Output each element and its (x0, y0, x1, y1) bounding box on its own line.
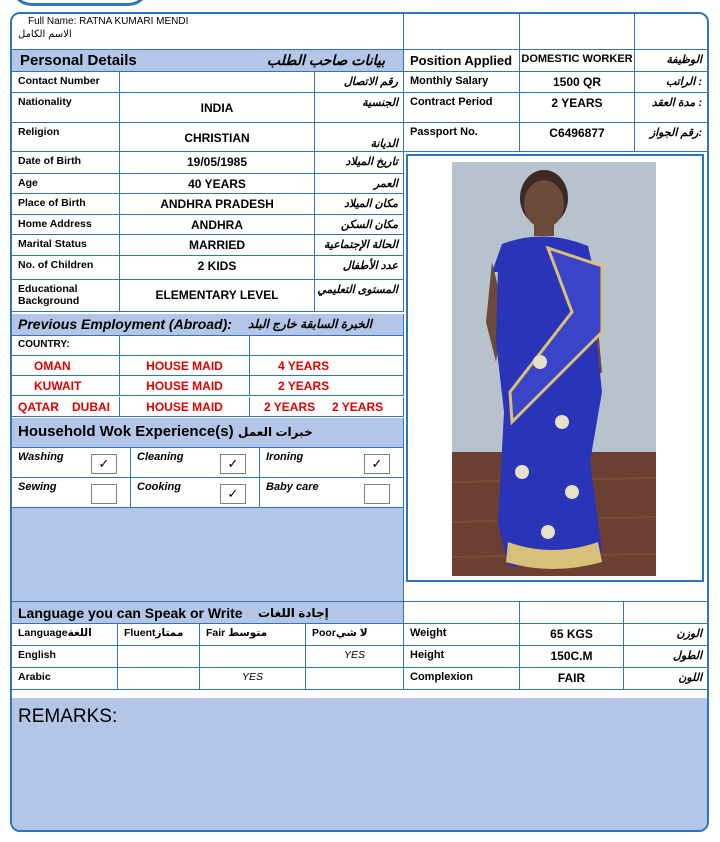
personal-details-header (12, 50, 404, 72)
employment-job: HOUSE MAID (120, 397, 250, 417)
employment-country: QATAR (18, 400, 59, 414)
top-tab-decoration (10, 0, 150, 6)
personal-label-cell (12, 256, 120, 280)
employment-country: OMAN (34, 359, 71, 373)
personal-label: Marital Status (18, 238, 87, 250)
household-skill-checkbox[interactable] (364, 484, 390, 504)
personal-label-ar: العمر (315, 174, 404, 194)
household-skill-cell (131, 448, 260, 478)
position-label: Monthly Salary (404, 72, 520, 93)
physical-label-ar: الوزن (624, 624, 707, 646)
language-level-fluent[interactable] (118, 646, 200, 668)
employment-years-cell (250, 376, 404, 396)
employment-years: 4 YEARS (278, 359, 330, 373)
personal-label-ar: مكان السكن (315, 215, 404, 235)
employment-years-2: 2 YEARS (332, 400, 384, 414)
household-skill-checkbox[interactable]: ✓ (364, 454, 390, 474)
household-title-ar: خبرات العمل (238, 425, 313, 439)
physical-value[interactable]: 65 KGS (520, 624, 624, 646)
employment-title: Previous Employment (Abroad): (18, 316, 232, 332)
physical-blank-1 (404, 602, 520, 624)
personal-label: Nationality (18, 96, 72, 108)
remarks-label: REMARKS: (18, 706, 118, 727)
personal-label-cell (12, 215, 120, 235)
country-blank-1 (120, 336, 250, 356)
header-blank-2 (520, 14, 635, 50)
personal-label-ar: الديانة (315, 123, 404, 152)
household-title: Household Wok Experience(s) (18, 423, 234, 440)
employment-country: KUWAIT (34, 379, 82, 393)
personal-label: Home Address (18, 218, 92, 230)
household-header (12, 418, 404, 448)
household-skill-label: Sewing (18, 481, 57, 493)
personal-label-ar: المستوى التعليمي (315, 280, 404, 312)
household-skill-checkbox[interactable]: ✓ (91, 454, 117, 474)
personal-value[interactable]: ANDHRA PRADESH (120, 194, 315, 215)
language-name: Arabic (12, 668, 118, 690)
personal-value[interactable]: ANDHRA (120, 215, 315, 235)
employment-years-cell (250, 356, 404, 376)
position-value[interactable]: 2 YEARS (520, 93, 635, 123)
personal-label-cell (12, 194, 120, 215)
employment-job: HOUSE MAID (120, 356, 250, 376)
employment-country-cell (12, 376, 120, 396)
household-skill-cell (12, 448, 131, 478)
language-title: Language you can Speak or Write (18, 605, 243, 621)
position-label-ar: مدة العقد : (635, 93, 707, 123)
employment-years: 2 YEARS (264, 400, 316, 414)
personal-label-ar: مكان الميلاد (315, 194, 404, 215)
position-label: Passport No. (404, 123, 520, 152)
personal-label: Religion (18, 126, 60, 138)
header-blank-3 (635, 14, 707, 50)
remarks-box[interactable] (12, 698, 707, 830)
full-name-ar: الاسم الكامل (18, 29, 72, 40)
physical-label-ar: اللون (624, 668, 707, 690)
position-label-ar: الراتب : (635, 72, 707, 93)
personal-label-ar: رقم الاتصال (315, 72, 404, 93)
physical-label: Complexion (404, 668, 520, 690)
header-blank-1 (404, 14, 520, 50)
physical-label: Weight (404, 624, 520, 646)
household-skill-cell (131, 478, 260, 508)
full-name-label: Full Name: RATNA KUMARI MENDI (28, 16, 189, 27)
personal-label-cell (12, 152, 120, 174)
personal-value[interactable]: ELEMENTARY LEVEL (120, 280, 315, 312)
language-header (12, 602, 404, 624)
household-skill-checkbox[interactable]: ✓ (220, 484, 246, 504)
household-skill-label: Cooking (137, 481, 181, 493)
language-level-poor[interactable] (306, 668, 404, 690)
country-label-cell (12, 336, 120, 356)
language-header-cell: Fair متوسط (200, 624, 306, 646)
country-label: COUNTRY: (18, 339, 70, 350)
personal-label: Date of Birth (18, 155, 81, 167)
personal-label-cell (12, 280, 120, 312)
personal-label: Educational Background (18, 283, 80, 307)
physical-blank-2 (520, 602, 624, 624)
personal-value[interactable]: 2 KIDS (120, 256, 315, 280)
personal-label-ar: تاريخ الميلاد (315, 152, 404, 174)
position-value[interactable]: C6496877 (520, 123, 635, 152)
household-skill-cell (260, 448, 404, 478)
employment-years: 2 YEARS (278, 379, 330, 393)
personal-label: Place of Birth (18, 197, 86, 209)
language-name: English (12, 646, 118, 668)
physical-label-ar: الطول (624, 646, 707, 668)
employment-country-cell (12, 356, 120, 376)
household-skill-checkbox[interactable] (91, 484, 117, 504)
personal-details-title-ar: بيانات صاحب الطلب (266, 52, 385, 68)
employment-title-ar: الخبرة السابقة خارج البلد (248, 317, 372, 331)
position-label: Contract Period (404, 93, 520, 123)
household-skill-checkbox[interactable]: ✓ (220, 454, 246, 474)
household-skill-cell (260, 478, 404, 508)
personal-value[interactable]: 40 YEARS (120, 174, 315, 194)
physical-value[interactable]: 150C.M (520, 646, 624, 668)
employment-country-cell (12, 397, 120, 417)
country-blank-2 (250, 336, 404, 356)
personal-label: No. of Children (18, 259, 94, 271)
full-name-cell (12, 14, 404, 50)
personal-value[interactable]: INDIA (120, 93, 315, 123)
employment-header (12, 314, 404, 336)
physical-value[interactable]: FAIR (520, 668, 624, 690)
photo-cell (404, 152, 707, 602)
personal-label-cell (12, 123, 120, 152)
physical-label: Height (404, 646, 520, 668)
position-label-ar: الوظيفة (635, 50, 707, 72)
personal-label-cell (12, 235, 120, 256)
language-header-cell: Poorلا شي (306, 624, 404, 646)
household-skill-label: Cleaning (137, 451, 184, 463)
personal-details-title: Personal Details (20, 52, 137, 69)
personal-label-cell (12, 72, 120, 93)
personal-label-ar: عدد الأطفال (315, 256, 404, 280)
physical-blank-3 (624, 602, 707, 624)
personal-value[interactable]: 19/05/1985 (120, 152, 315, 174)
position-value[interactable]: 1500 QR (520, 72, 635, 93)
household-skill-label: Ironing (266, 451, 304, 463)
personal-value[interactable]: CHRISTIAN (120, 123, 315, 152)
language-level-fair[interactable]: YES (200, 668, 306, 690)
candidate-photo (452, 162, 656, 576)
language-title-ar: إجادة اللغات (258, 606, 329, 620)
employment-job: HOUSE MAID (120, 376, 250, 396)
language-header-cell: Languageاللغة (12, 624, 118, 646)
personal-label: Contact Number (18, 75, 100, 87)
personal-value[interactable] (120, 72, 315, 93)
personal-label-cell (12, 174, 120, 194)
position-value[interactable]: DOMESTIC WORKER (520, 50, 635, 72)
personal-label: Age (18, 177, 38, 189)
personal-value[interactable]: MARRIED (120, 235, 315, 256)
household-skill-label: Washing (18, 451, 64, 463)
employment-years-cell (250, 397, 404, 417)
household-skill-label: Baby care (266, 481, 319, 493)
language-level-fair[interactable] (200, 646, 306, 668)
language-header-cell: Fluentممتاز (118, 624, 200, 646)
employment-country-2: DUBAI (72, 400, 110, 414)
household-filler (12, 508, 404, 602)
position-label-ar: رقم الجواز: (635, 123, 707, 152)
personal-label-ar: الجنسية (315, 93, 404, 123)
personal-label-ar: الحالة الإجتماعية (315, 235, 404, 256)
language-level-fluent[interactable] (118, 668, 200, 690)
personal-label-cell (12, 93, 120, 123)
language-level-poor[interactable]: YES (306, 646, 404, 668)
position-label: Position Applied (404, 50, 520, 72)
household-skill-cell (12, 478, 131, 508)
